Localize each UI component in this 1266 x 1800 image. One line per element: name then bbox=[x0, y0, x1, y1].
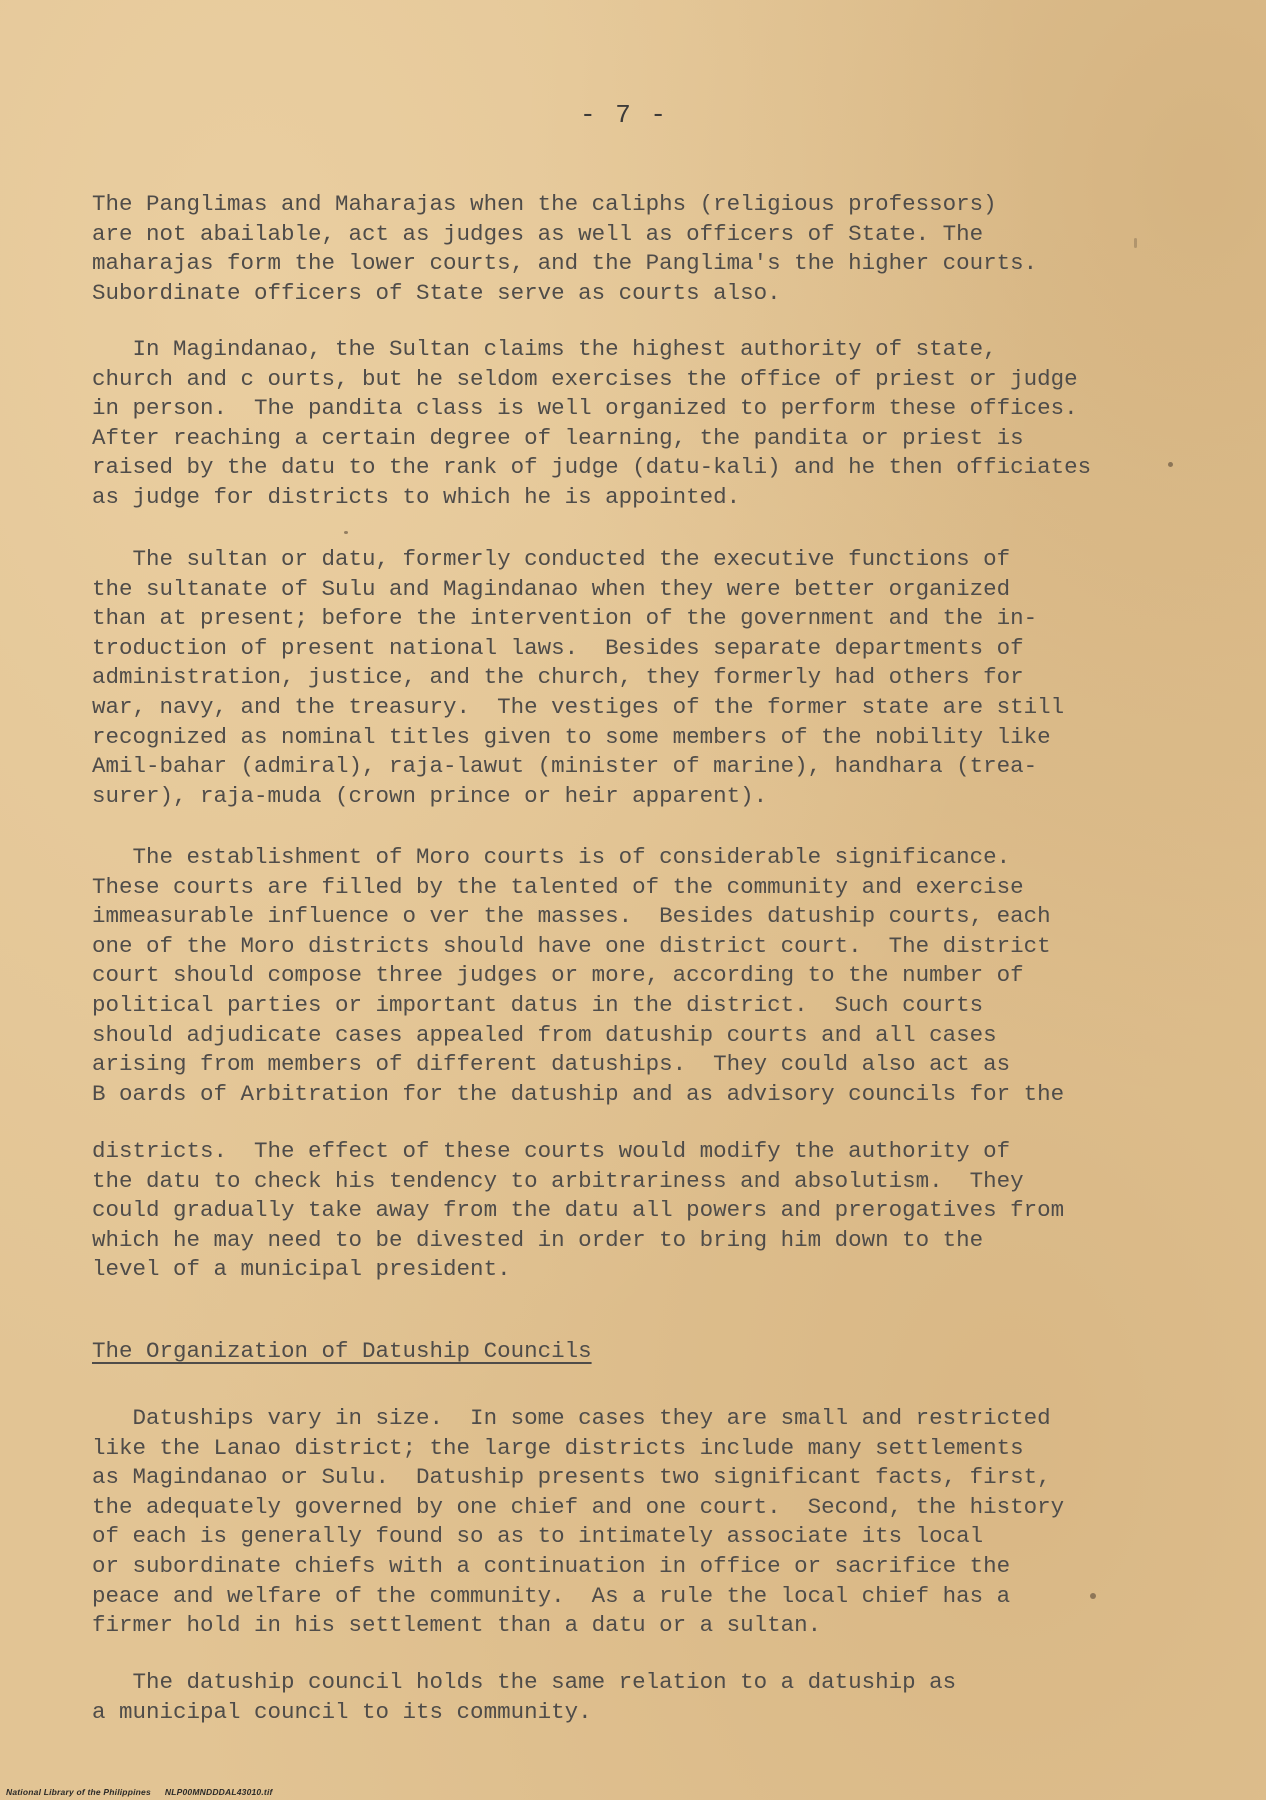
paragraph-datuships: Datuships vary in size. In some cases they are small and restricted like the Lanao district; the large districts include many settlements as Magindanao or Sulu. Datuship presents two significant facts, first, the adequately governed by one chief and one court. Second, the history of each is generally found so as to intimately associate its local or subordinate chiefs with a continuation in office or sacrifice the peace and welfare of the community. As a rule the local chief has a firmer hold in his settlement than a datu or a sultan. bbox=[92, 1405, 1065, 1639]
paragraph-districts: districts. The effect of these courts would modify the authority of the datu to check his tendency to arbitrariness and absolutism. They could gradually take away from the datu all powers and prerogatives from which he may need to be divested in order to bring him down to the level of a municipal president. bbox=[92, 1138, 1065, 1283]
paragraph-panglimas: The Panglimas and Maharajas when the caliphs (religious professors) are not abailable, act as judges as well as officers of State. The maharajas form the lower courts, and the Panglima's the higher courts. Subordinate officers of State serve as courts also. bbox=[92, 191, 1038, 306]
paragraph-magindanao-sultan: In Magindanao, the Sultan claims the highest authority of state, church and c ourts, but he seldom exercises the office of priest or judge in person. The pandita class is well organized to perform these offices. After reaching a certain degree of learning, the pandita or priest is raised by the datu to the rank of judge (datu-kali) and he then officiates as judge for districts to which he is appointed. bbox=[92, 336, 1092, 510]
paragraph-datuship-council: The datuship council holds the same relation to a datuship as a municipal council to its community. bbox=[92, 1669, 957, 1725]
paper-speck bbox=[1168, 462, 1173, 467]
section-heading: The Organization of Datuship Councils bbox=[92, 1338, 592, 1364]
footer-watermark bbox=[6, 1787, 273, 1797]
paragraph-sultan-executive: The sultan or datu, formerly conducted the executive functions of the sultanate of Sulu and Magindanao when they were better organized than at present; before the intervention of the government and the in- troduction of present national laws. Besides separate departments of administration, justice, and the church, they formerly had others for war, navy, and the treasury. The vestiges of the former state are still recognized as nominal titles given to some members of the nobility like Amil-bahar (admiral), raja-lawut (minister of marine), handhara (trea- surer), raja-muda (crown prince or heir apparent). bbox=[92, 546, 1065, 809]
paper-speck bbox=[1134, 238, 1137, 248]
paper-speck bbox=[1090, 1593, 1096, 1599]
paper-speck bbox=[344, 531, 348, 534]
library-name: National Library of the Philippines bbox=[6, 1787, 151, 1797]
paragraph-moro-courts: The establishment of Moro courts is of considerable significance. These courts are filled by the talented of the community and exercise immeasurable influence o ver the masses. Besides datuship courts, each one of the Moro districts should have one district court. The district court should compose three judges or more, according to the number of political parties or important datus in the district. Such courts should adjudicate cases appealed from datuship courts and all cases arising from members of different datuships. They could also act as B oards of Arbitration for the datuship and as advisory councils for the bbox=[92, 844, 1065, 1107]
file-name: NLP00MNDDDAL43010.tif bbox=[164, 1787, 273, 1797]
page-number: - 7 - bbox=[580, 100, 669, 130]
